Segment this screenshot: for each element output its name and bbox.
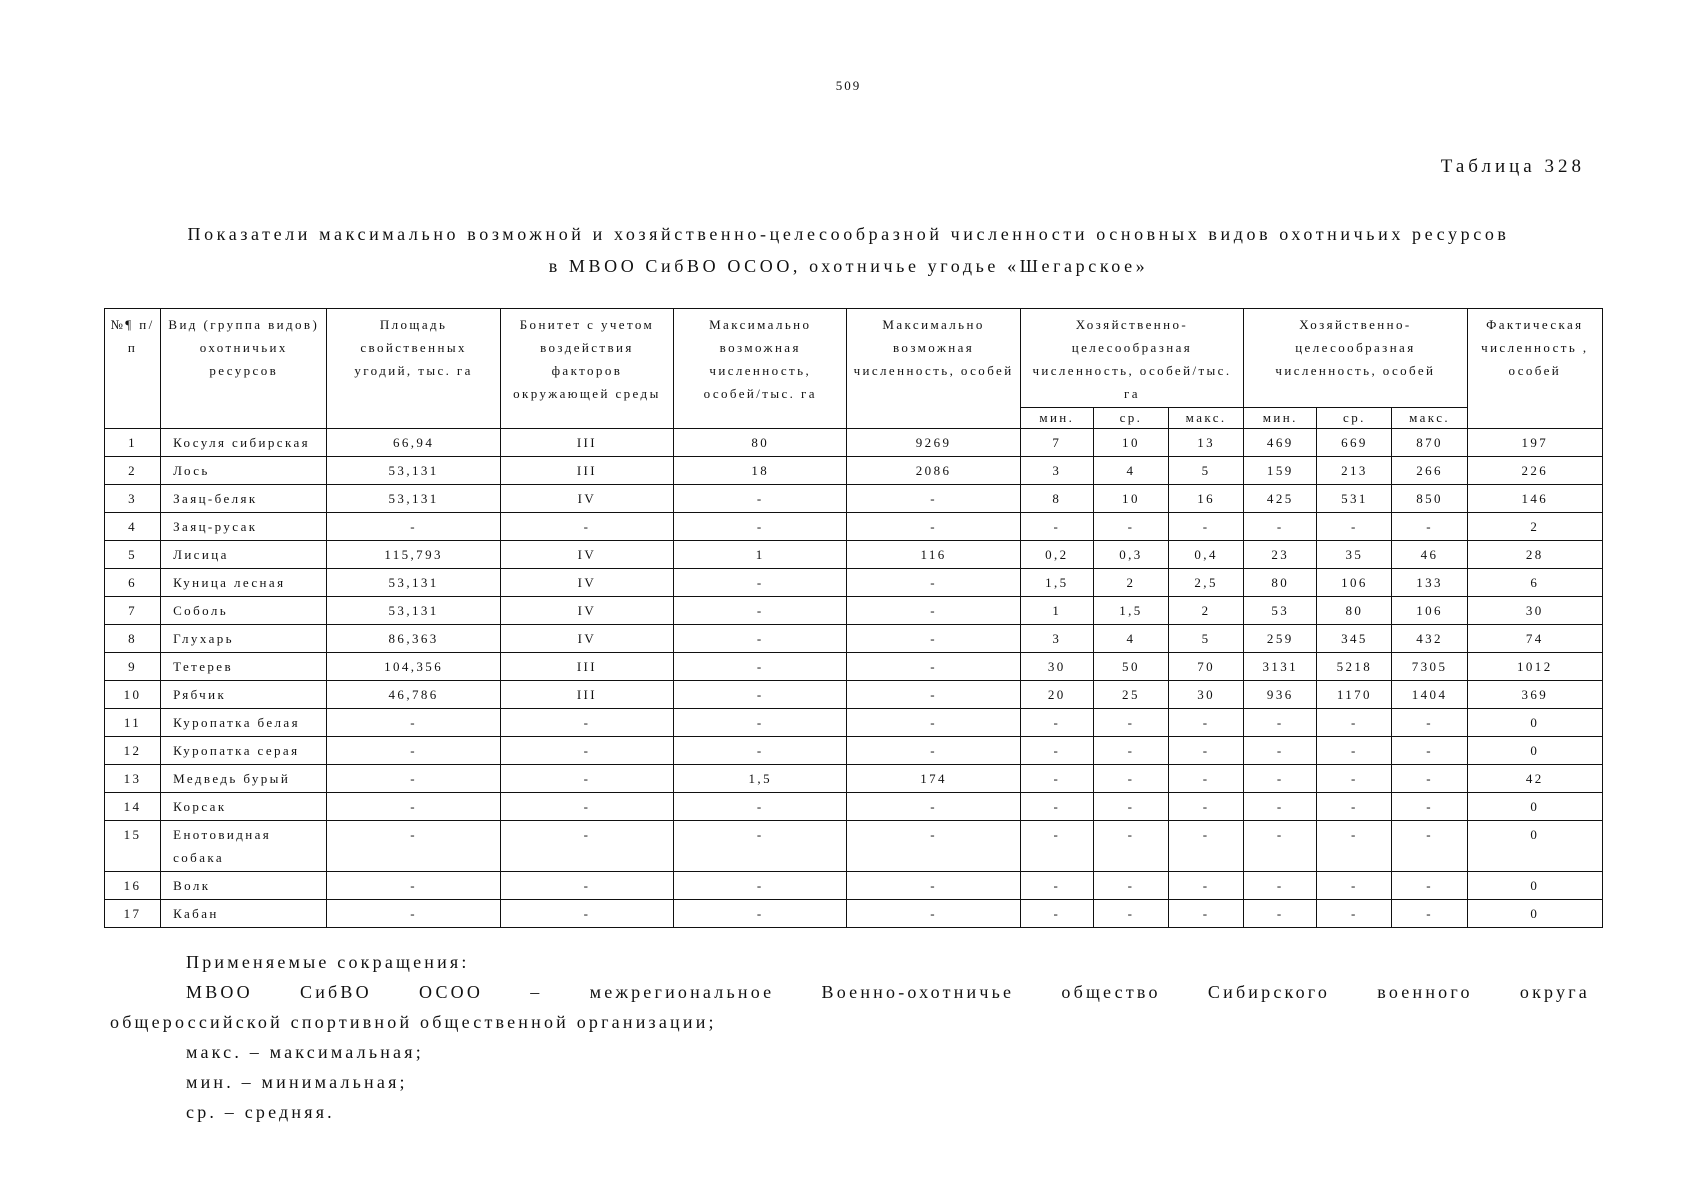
table-cell: III xyxy=(500,457,673,485)
table-cell: 13 xyxy=(105,765,161,793)
table-cell: - xyxy=(674,872,847,900)
table-cell: 870 xyxy=(1392,429,1467,457)
table-cell: 106 xyxy=(1317,569,1392,597)
table-cell: - xyxy=(674,737,847,765)
table-cell: Соболь xyxy=(161,597,327,625)
table-cell: - xyxy=(500,821,673,872)
table-cell: 259 xyxy=(1244,625,1317,653)
table-cell: - xyxy=(847,513,1020,541)
table-cell: 46,786 xyxy=(327,681,500,709)
table-cell: - xyxy=(674,793,847,821)
table-cell: 46 xyxy=(1392,541,1467,569)
table-cell: 5 xyxy=(1169,625,1244,653)
table-row xyxy=(105,625,1603,653)
table-cell: 345 xyxy=(1317,625,1392,653)
header-actual: Фактическая численность , особей xyxy=(1467,309,1602,429)
table-cell: - xyxy=(1244,872,1317,900)
table-cell: 469 xyxy=(1244,429,1317,457)
table-cell: - xyxy=(847,821,1020,872)
table-cell: IV xyxy=(500,569,673,597)
table-cell: IV xyxy=(500,625,673,653)
header-econ-density: Хозяйственно-целесообразная численность, особей/тыс. га xyxy=(1020,309,1243,408)
table-cell: - xyxy=(674,681,847,709)
table-cell: - xyxy=(674,597,847,625)
table-cell: 669 xyxy=(1317,429,1392,457)
table-cell: - xyxy=(847,793,1020,821)
table-cell: - xyxy=(1244,793,1317,821)
table-cell: - xyxy=(674,513,847,541)
table-row xyxy=(105,485,1603,513)
table-cell: - xyxy=(674,709,847,737)
table-cell: 4 xyxy=(1093,457,1168,485)
table-cell: 18 xyxy=(674,457,847,485)
table-cell: 3 xyxy=(1020,625,1093,653)
table-cell: 0,3 xyxy=(1093,541,1168,569)
table-cell: 1170 xyxy=(1317,681,1392,709)
table-cell: Глухарь xyxy=(161,625,327,653)
table-cell: 6 xyxy=(105,569,161,597)
table-row xyxy=(105,900,1603,928)
note-sr: ср. – средняя. xyxy=(186,1102,335,1122)
table-cell: 28 xyxy=(1467,541,1602,569)
table-cell: 7 xyxy=(1020,429,1093,457)
table-cell: Лисица xyxy=(161,541,327,569)
table-cell: - xyxy=(1169,900,1244,928)
table-cell: 5 xyxy=(1169,457,1244,485)
table-cell: - xyxy=(1317,821,1392,872)
table-cell: 15 xyxy=(105,821,161,872)
table-cell: 104,356 xyxy=(327,653,500,681)
table-cell: Лось xyxy=(161,457,327,485)
table-cell: 369 xyxy=(1467,681,1602,709)
table-cell: 197 xyxy=(1467,429,1602,457)
header-econ-count: Хозяйственно-целесообразная численность, особей xyxy=(1244,309,1467,408)
table-cell: 16 xyxy=(105,872,161,900)
table-row xyxy=(105,569,1603,597)
table-cell: - xyxy=(1020,709,1093,737)
table-cell: 2 xyxy=(1093,569,1168,597)
data-table xyxy=(104,308,1603,928)
table-cell: Куропатка серая xyxy=(161,737,327,765)
table-row xyxy=(105,709,1603,737)
note-mvoo: МВОО СибВО ОСОО – межрегиональное Военно-охотничье общество Сибирского военного округа xyxy=(186,982,1590,1002)
table-cell: - xyxy=(1392,821,1467,872)
table-cell: - xyxy=(327,872,500,900)
table-cell: - xyxy=(1093,709,1168,737)
table-cell: 11 xyxy=(105,709,161,737)
table-cell: 1,5 xyxy=(1020,569,1093,597)
table-cell: 0 xyxy=(1467,900,1602,928)
table-cell: 8 xyxy=(105,625,161,653)
table-cell: - xyxy=(1020,513,1093,541)
table-cell: 0 xyxy=(1467,737,1602,765)
table-cell: - xyxy=(1317,737,1392,765)
table-cell: - xyxy=(1169,513,1244,541)
table-cell: 42 xyxy=(1467,765,1602,793)
table-cell: 5 xyxy=(105,541,161,569)
table-cell: 116 xyxy=(847,541,1020,569)
table-row xyxy=(105,457,1603,485)
table-cell: 4 xyxy=(105,513,161,541)
table-cell: - xyxy=(847,653,1020,681)
table-cell: - xyxy=(1169,793,1244,821)
table-cell: - xyxy=(327,709,500,737)
subheader-max: макс. xyxy=(1169,408,1244,429)
table-title xyxy=(60,218,1637,282)
table-cell: 531 xyxy=(1317,485,1392,513)
table-cell: IV xyxy=(500,541,673,569)
table-cell: 115,793 xyxy=(327,541,500,569)
table-cell: - xyxy=(500,765,673,793)
table-cell: - xyxy=(847,625,1020,653)
table-cell: 106 xyxy=(1392,597,1467,625)
table-cell: - xyxy=(1169,821,1244,872)
table-row xyxy=(105,597,1603,625)
notes-heading: Применяемые сокращения: xyxy=(186,952,470,972)
table-cell: Куропатка белая xyxy=(161,709,327,737)
table-cell: - xyxy=(847,872,1020,900)
table-cell: 30 xyxy=(1169,681,1244,709)
table-cell: - xyxy=(1392,872,1467,900)
table-cell: 2086 xyxy=(847,457,1020,485)
table-cell: - xyxy=(847,709,1020,737)
table-cell: 9 xyxy=(105,653,161,681)
table-cell: - xyxy=(1317,900,1392,928)
table-cell: - xyxy=(847,900,1020,928)
table-row xyxy=(105,429,1603,457)
table-cell: - xyxy=(1392,793,1467,821)
note-mvoo-continued: общероссийской спортивной общественной организации; xyxy=(110,1012,717,1032)
table-cell: 425 xyxy=(1244,485,1317,513)
table-cell: - xyxy=(327,793,500,821)
table-cell: 16 xyxy=(1169,485,1244,513)
table-cell: 35 xyxy=(1317,541,1392,569)
table-cell: - xyxy=(674,653,847,681)
table-cell: 13 xyxy=(1169,429,1244,457)
table-cell: - xyxy=(500,872,673,900)
table-cell: 1012 xyxy=(1467,653,1602,681)
table-cell: - xyxy=(1244,513,1317,541)
table-cell: - xyxy=(674,485,847,513)
table-cell: - xyxy=(1169,872,1244,900)
table-cell: - xyxy=(500,709,673,737)
subheader-avg: ср. xyxy=(1093,408,1168,429)
table-cell: 0 xyxy=(1467,821,1602,872)
abbreviations-notes xyxy=(110,947,1590,1127)
table-cell: - xyxy=(327,821,500,872)
table-cell: 226 xyxy=(1467,457,1602,485)
table-cell: - xyxy=(1169,709,1244,737)
table-cell: - xyxy=(1093,513,1168,541)
header-num: №¶ п/п xyxy=(105,309,161,429)
table-cell: - xyxy=(1317,709,1392,737)
table-cell: - xyxy=(1020,793,1093,821)
table-cell: 53,131 xyxy=(327,485,500,513)
table-cell: 10 xyxy=(1093,485,1168,513)
table-cell: 7 xyxy=(105,597,161,625)
table-cell: 6 xyxy=(1467,569,1602,597)
table-cell: III xyxy=(500,681,673,709)
table-cell: 0,4 xyxy=(1169,541,1244,569)
table-cell: - xyxy=(1317,513,1392,541)
subheader-max: макс. xyxy=(1392,408,1467,429)
table-cell: 213 xyxy=(1317,457,1392,485)
table-label: Таблица 328 xyxy=(1440,156,1585,177)
table-cell: - xyxy=(847,737,1020,765)
table-row xyxy=(105,872,1603,900)
table-body xyxy=(105,429,1603,928)
table-cell: - xyxy=(1244,737,1317,765)
table-cell: 53,131 xyxy=(327,569,500,597)
title-line-2: в МВОО СибВО ОСОО, охотничье угодье «Шегарское» xyxy=(548,256,1149,276)
header-max-count: Максимально возможная численность, особей xyxy=(847,309,1020,429)
subheader-avg: ср. xyxy=(1317,408,1392,429)
table-cell: - xyxy=(847,485,1020,513)
table-cell: - xyxy=(1392,900,1467,928)
table-cell: 4 xyxy=(1093,625,1168,653)
table-cell: Рябчик xyxy=(161,681,327,709)
table-cell: - xyxy=(327,737,500,765)
table-cell: 0 xyxy=(1467,793,1602,821)
table-cell: - xyxy=(1020,765,1093,793)
table-cell: - xyxy=(1169,737,1244,765)
table-cell: Енотовидная собака xyxy=(161,821,327,872)
header-max-density: Максимально возможная численность, особей/тыс. га xyxy=(674,309,847,429)
table-cell: - xyxy=(1093,821,1168,872)
table-cell: 10 xyxy=(105,681,161,709)
table-cell: 432 xyxy=(1392,625,1467,653)
table-cell: 14 xyxy=(105,793,161,821)
table-cell: - xyxy=(1020,737,1093,765)
table-cell: 8 xyxy=(1020,485,1093,513)
table-cell: 9269 xyxy=(847,429,1020,457)
table-cell: - xyxy=(674,821,847,872)
table-cell: 0,2 xyxy=(1020,541,1093,569)
table-row xyxy=(105,737,1603,765)
table-cell: - xyxy=(1020,821,1093,872)
table-cell: - xyxy=(674,900,847,928)
table-cell: Заяц-русак xyxy=(161,513,327,541)
table-cell: - xyxy=(1244,709,1317,737)
table-cell: - xyxy=(1317,872,1392,900)
table-cell: - xyxy=(1317,765,1392,793)
table-cell: 1404 xyxy=(1392,681,1467,709)
table-cell: 1,5 xyxy=(1093,597,1168,625)
table-cell: III xyxy=(500,429,673,457)
table-cell: 30 xyxy=(1020,653,1093,681)
table-cell: 66,94 xyxy=(327,429,500,457)
table-cell: 174 xyxy=(847,765,1020,793)
table-row xyxy=(105,793,1603,821)
table-cell: 2,5 xyxy=(1169,569,1244,597)
table-cell: - xyxy=(674,569,847,597)
table-cell: - xyxy=(1169,765,1244,793)
table-cell: 1,5 xyxy=(674,765,847,793)
header-species: Вид (группа видов) охотничьих ресурсов xyxy=(161,309,327,429)
table-cell: 1 xyxy=(674,541,847,569)
table-cell: 3 xyxy=(1020,457,1093,485)
table-cell: Корсак xyxy=(161,793,327,821)
table-cell: - xyxy=(1020,900,1093,928)
table-cell: 3 xyxy=(105,485,161,513)
note-min: мин. – минимальная; xyxy=(186,1072,408,1092)
table-cell: 17 xyxy=(105,900,161,928)
table-cell: 850 xyxy=(1392,485,1467,513)
table-cell: 2 xyxy=(1467,513,1602,541)
table-cell: - xyxy=(1244,900,1317,928)
note-maks: макс. – максимальная; xyxy=(186,1042,424,1062)
table-cell: - xyxy=(1093,793,1168,821)
table-cell: 2 xyxy=(105,457,161,485)
table-cell: - xyxy=(1093,737,1168,765)
table-row xyxy=(105,653,1603,681)
table-cell: - xyxy=(847,569,1020,597)
table-cell: - xyxy=(1244,765,1317,793)
table-cell: Заяц-беляк xyxy=(161,485,327,513)
table-cell: - xyxy=(1317,793,1392,821)
table-cell: 266 xyxy=(1392,457,1467,485)
table-cell: - xyxy=(500,900,673,928)
table-cell: - xyxy=(1093,872,1168,900)
table-cell: 80 xyxy=(1317,597,1392,625)
table-cell: - xyxy=(1020,872,1093,900)
table-cell: Тетерев xyxy=(161,653,327,681)
table-row xyxy=(105,821,1603,872)
table-cell: Медведь бурый xyxy=(161,765,327,793)
table-cell: 936 xyxy=(1244,681,1317,709)
subheader-min: мин. xyxy=(1244,408,1317,429)
table-cell: 53,131 xyxy=(327,597,500,625)
table-cell: Косуля сибирская xyxy=(161,429,327,457)
table-cell: 53 xyxy=(1244,597,1317,625)
table-cell: 1 xyxy=(1020,597,1093,625)
table-cell: 80 xyxy=(674,429,847,457)
table-cell: - xyxy=(1093,900,1168,928)
table-cell: 1 xyxy=(105,429,161,457)
table-cell: III xyxy=(500,653,673,681)
table-cell: Куница лесная xyxy=(161,569,327,597)
table-cell: 2 xyxy=(1169,597,1244,625)
table-cell: 30 xyxy=(1467,597,1602,625)
subheader-min: мин. xyxy=(1020,408,1093,429)
table-cell: - xyxy=(1392,709,1467,737)
table-cell: - xyxy=(500,513,673,541)
table-cell: Кабан xyxy=(161,900,327,928)
table-cell: 5218 xyxy=(1317,653,1392,681)
table-cell: - xyxy=(327,900,500,928)
table-cell: - xyxy=(327,513,500,541)
table-cell: 0 xyxy=(1467,872,1602,900)
table-cell: 25 xyxy=(1093,681,1168,709)
table-cell: - xyxy=(674,625,847,653)
table-cell: 50 xyxy=(1093,653,1168,681)
table-row xyxy=(105,513,1603,541)
table-row xyxy=(105,681,1603,709)
table-cell: - xyxy=(500,793,673,821)
table-cell: Волк xyxy=(161,872,327,900)
table-row xyxy=(105,541,1603,569)
table-cell: 23 xyxy=(1244,541,1317,569)
table-cell: 10 xyxy=(1093,429,1168,457)
table-cell: 3131 xyxy=(1244,653,1317,681)
table-row xyxy=(105,765,1603,793)
title-line-1: Показатели максимально возможной и хозяйственно-целесообразной численности основных видов охотничьих ресурсов xyxy=(187,224,1510,244)
table-cell: - xyxy=(1093,765,1168,793)
table-cell: 53,131 xyxy=(327,457,500,485)
header-area: Площадь свойственных угодий, тыс. га xyxy=(327,309,500,429)
header-bonitet: Бонитет с учетом воздействия факторов окружающей среды xyxy=(500,309,673,429)
table-cell: - xyxy=(1244,821,1317,872)
table-cell: 86,363 xyxy=(327,625,500,653)
table-cell: 70 xyxy=(1169,653,1244,681)
table-cell: - xyxy=(847,681,1020,709)
table-cell: 12 xyxy=(105,737,161,765)
table-cell: - xyxy=(327,765,500,793)
table-cell: IV xyxy=(500,597,673,625)
table-cell: - xyxy=(1392,513,1467,541)
table-cell: 0 xyxy=(1467,709,1602,737)
table-cell: 133 xyxy=(1392,569,1467,597)
table-cell: - xyxy=(1392,765,1467,793)
table-cell: 146 xyxy=(1467,485,1602,513)
page-number: 509 xyxy=(835,78,862,93)
data-table-container xyxy=(104,308,1603,928)
table-cell: - xyxy=(1392,737,1467,765)
table-cell: - xyxy=(847,597,1020,625)
table-cell: 80 xyxy=(1244,569,1317,597)
table-cell: 20 xyxy=(1020,681,1093,709)
table-cell: - xyxy=(500,737,673,765)
table-cell: IV xyxy=(500,485,673,513)
table-cell: 74 xyxy=(1467,625,1602,653)
table-cell: 159 xyxy=(1244,457,1317,485)
table-cell: 7305 xyxy=(1392,653,1467,681)
